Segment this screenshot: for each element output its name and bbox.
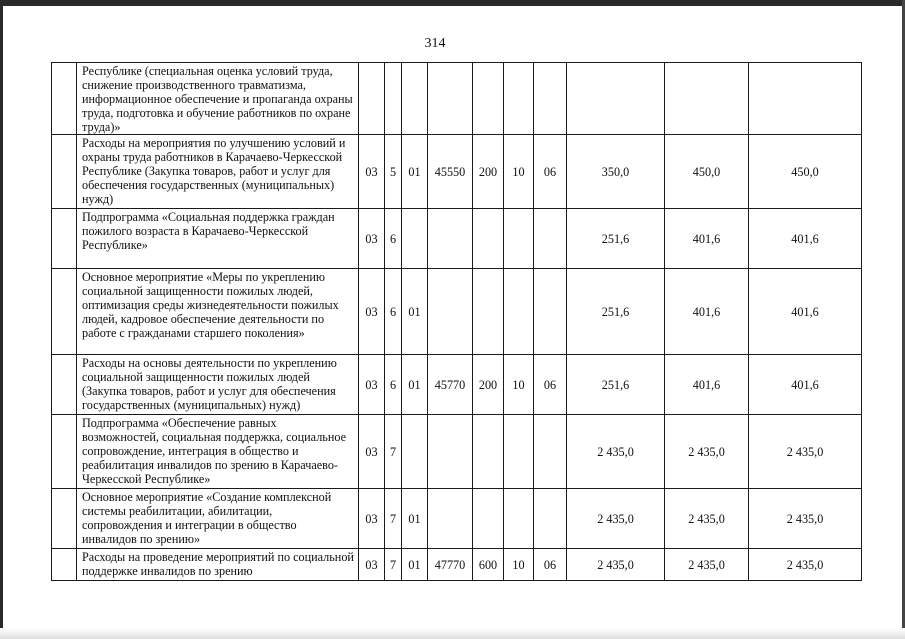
code-expense-type: 200 <box>473 135 504 209</box>
code-subsection <box>534 415 567 489</box>
amount-year2: 450,0 <box>665 135 749 209</box>
amount-year1: 350,0 <box>567 135 665 209</box>
page-number: 314 <box>424 36 446 51</box>
scan-bottom-shade <box>0 628 905 639</box>
code-subsection <box>534 209 567 269</box>
code-expense-type <box>473 415 504 489</box>
code-om <box>402 209 428 269</box>
code-direction: 45770 <box>428 355 473 415</box>
scan-border-top <box>0 0 905 6</box>
code-gp: 03 <box>359 269 385 355</box>
table-row <box>52 269 862 355</box>
amount-year1 <box>567 63 665 135</box>
code-pp: 5 <box>385 135 402 209</box>
code-section <box>504 209 534 269</box>
code-subsection: 06 <box>534 135 567 209</box>
code-section <box>504 489 534 549</box>
code-gp: 03 <box>359 209 385 269</box>
amount-year3: 2 435,0 <box>749 489 862 549</box>
amount-year2: 2 435,0 <box>665 415 749 489</box>
code-om: 01 <box>402 355 428 415</box>
code-direction <box>428 489 473 549</box>
row-description: Расходы на основы деятельности по укреплению социальной защищенности пожилых людей (Закупка товаров, работ и услуг для обеспечения государственных (муниципальных) нужд) <box>77 355 359 415</box>
code-direction <box>428 209 473 269</box>
blank-cell <box>52 355 77 415</box>
code-expense-type: 200 <box>473 355 504 415</box>
code-subsection: 06 <box>534 549 567 581</box>
amount-year3: 2 435,0 <box>749 549 862 581</box>
code-section <box>504 415 534 489</box>
amount-year1: 2 435,0 <box>567 549 665 581</box>
code-om: 01 <box>402 135 428 209</box>
amount-year2: 401,6 <box>665 209 749 269</box>
code-gp: 03 <box>359 355 385 415</box>
code-om <box>402 415 428 489</box>
amount-year3: 450,0 <box>749 135 862 209</box>
row-description: Расходы на проведение мероприятий по социальной поддержке инвалидов по зрению <box>77 549 359 581</box>
amount-year1: 251,6 <box>567 209 665 269</box>
code-direction <box>428 269 473 355</box>
table-row <box>52 209 862 269</box>
code-subsection <box>534 63 567 135</box>
code-gp: 03 <box>359 415 385 489</box>
code-expense-type <box>473 489 504 549</box>
code-om: 01 <box>402 489 428 549</box>
budget-table <box>51 62 862 581</box>
amount-year2 <box>665 63 749 135</box>
code-pp: 7 <box>385 415 402 489</box>
table-row <box>52 549 862 581</box>
code-direction: 45550 <box>428 135 473 209</box>
row-description: Подпрограмма «Социальная поддержка граждан пожилого возраста в Карачаево-Черкесской Республике» <box>77 209 359 269</box>
code-section: 10 <box>504 355 534 415</box>
amount-year2: 2 435,0 <box>665 489 749 549</box>
code-om: 01 <box>402 549 428 581</box>
amount-year1: 251,6 <box>567 355 665 415</box>
code-direction <box>428 63 473 135</box>
row-description: Республике (специальная оценка условий труда, снижение производственного травматизма, информационное обеспечение и пропаганда охраны труда, подготовка и обучение работников по охране труда)» <box>77 63 359 135</box>
row-description: Подпрограмма «Обеспечение равных возможностей, социальная поддержка, социальное сопровождение, интеграция в общество и реабилитация инвалидов по зрению в Карачаево-Черкесской Республике» <box>77 415 359 489</box>
code-expense-type: 600 <box>473 549 504 581</box>
amount-year3: 2 435,0 <box>749 415 862 489</box>
blank-cell <box>52 63 77 135</box>
code-gp: 03 <box>359 489 385 549</box>
amount-year1: 2 435,0 <box>567 489 665 549</box>
amount-year2: 2 435,0 <box>665 549 749 581</box>
code-pp: 6 <box>385 209 402 269</box>
blank-cell <box>52 549 77 581</box>
code-pp: 6 <box>385 355 402 415</box>
code-gp: 03 <box>359 549 385 581</box>
amount-year1: 2 435,0 <box>567 415 665 489</box>
code-section: 10 <box>504 135 534 209</box>
table-body <box>52 63 862 581</box>
code-section: 10 <box>504 549 534 581</box>
blank-cell <box>52 415 77 489</box>
amount-year3: 401,6 <box>749 269 862 355</box>
code-subsection <box>534 489 567 549</box>
code-om: 01 <box>402 269 428 355</box>
table-row <box>52 355 862 415</box>
amount-year2: 401,6 <box>665 355 749 415</box>
amount-year3: 401,6 <box>749 355 862 415</box>
code-section <box>504 63 534 135</box>
row-description: Расходы на мероприятия по улучшению условий и охраны труда работников в Карачаево-Черкесской Республике (Закупка товаров, работ и услуг для обеспечения государственных (муниципальных) нужд) <box>77 135 359 209</box>
table-row <box>52 135 862 209</box>
code-pp: 7 <box>385 489 402 549</box>
table-row <box>52 415 862 489</box>
row-description: Основное мероприятие «Меры по укреплению социальной защищенности пожилых людей, оптимизация среды жизнедеятельности пожилых людей, кадровое обеспечение деятельности по работе с гражданами старшего поколения» <box>77 269 359 355</box>
table-row <box>52 63 862 135</box>
blank-cell <box>52 489 77 549</box>
amount-year1: 251,6 <box>567 269 665 355</box>
code-expense-type <box>473 209 504 269</box>
blank-cell <box>52 269 77 355</box>
code-subsection: 06 <box>534 355 567 415</box>
blank-cell <box>52 209 77 269</box>
scan-border-left <box>0 0 3 639</box>
amount-year2: 401,6 <box>665 269 749 355</box>
code-direction <box>428 415 473 489</box>
row-description: Основное мероприятие «Создание комплексной системы реабилитации, абилитации, сопровождения и интеграции в общество инвалидов по зрению» <box>77 489 359 549</box>
code-subsection <box>534 269 567 355</box>
code-pp <box>385 63 402 135</box>
amount-year3 <box>749 63 862 135</box>
code-section <box>504 269 534 355</box>
amount-year3: 401,6 <box>749 209 862 269</box>
table-row <box>52 489 862 549</box>
code-expense-type <box>473 269 504 355</box>
code-direction: 47770 <box>428 549 473 581</box>
code-gp: 03 <box>359 135 385 209</box>
code-pp: 6 <box>385 269 402 355</box>
code-expense-type <box>473 63 504 135</box>
blank-cell <box>52 135 77 209</box>
code-om <box>402 63 428 135</box>
code-gp <box>359 63 385 135</box>
code-pp: 7 <box>385 549 402 581</box>
